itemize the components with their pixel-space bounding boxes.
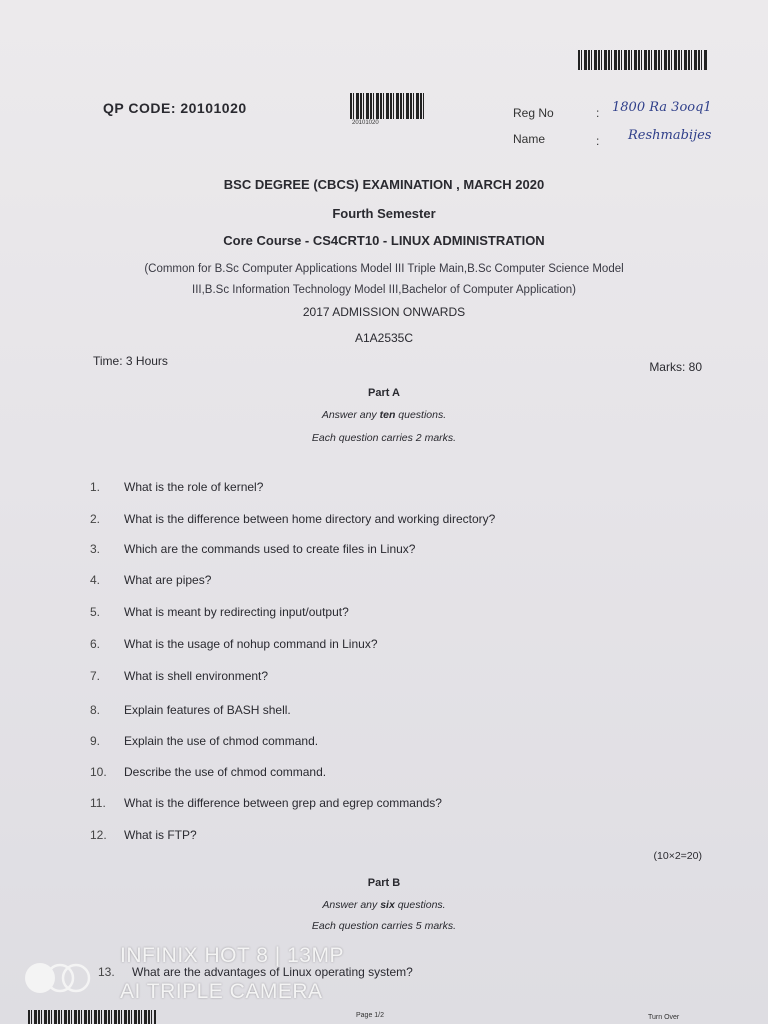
part-a-heading: Part A <box>368 387 400 399</box>
question-number: 1. <box>90 480 101 494</box>
question-number: 5. <box>90 605 101 619</box>
common-line-2: III,B.Sc Information Technology Model III,Bachelor of Computer Application) <box>192 284 576 296</box>
part-a-instr-post: questions. <box>395 409 447 421</box>
barcode-number: 20101020 <box>352 120 379 126</box>
time-allowed: Time: 3 Hours <box>93 354 168 368</box>
camera-logo-icon <box>22 960 102 996</box>
max-marks: Marks: 80 <box>649 360 702 374</box>
semester: Fourth Semester <box>332 206 436 221</box>
part-b-marks-line: Each question carries 5 marks. <box>311 920 457 932</box>
camera-watermark-line1: INFINIX HOT 8 | 13MP <box>120 944 344 967</box>
question <box>90 796 442 810</box>
question <box>90 765 326 779</box>
name-colon: : <box>596 134 600 148</box>
camera-watermark-line2: AI TRIPLE CAMERA <box>120 980 323 1003</box>
question-number: 9. <box>90 734 101 748</box>
question-text: Explain the use of chmod command. <box>124 734 319 748</box>
question-text: What are pipes? <box>124 573 212 587</box>
question <box>90 605 349 619</box>
name-value: Reshmabijes <box>628 128 712 143</box>
part-b-instruction <box>0 899 768 911</box>
question-text: What is the difference between grep and egrep commands? <box>124 796 442 810</box>
question-number: 6. <box>90 637 101 651</box>
top-barcode <box>578 50 708 70</box>
course-title: Core Course - CS4CRT10 - LINUX ADMINISTRATION <box>223 233 545 248</box>
exam-title: BSC DEGREE (CBCS) EXAMINATION , MARCH 2020 <box>223 177 545 192</box>
question-number: 4. <box>90 573 101 587</box>
question <box>90 734 318 748</box>
common-for <box>0 259 768 301</box>
question <box>90 480 263 494</box>
question-number: 13. <box>98 965 115 979</box>
question <box>90 637 378 651</box>
reg-no-value: 1800 Ra 3ooq1 <box>612 100 712 115</box>
question-number: 10. <box>90 765 107 779</box>
part-a-instruction <box>0 409 768 421</box>
qp-barcode <box>350 93 424 119</box>
question-text: What is meant by redirecting input/output? <box>124 605 349 619</box>
question <box>90 828 197 842</box>
part-a-score: (10×2=20) <box>653 850 702 862</box>
part-b-instr-pre: Answer any <box>322 899 381 911</box>
qp-code: QP CODE: 20101020 <box>103 100 247 116</box>
paper-code: A1A2535C <box>354 331 414 345</box>
part-b-instr-count: six <box>380 899 395 911</box>
question-number: 7. <box>90 669 101 683</box>
question-text: What are the advantages of Linux operating system? <box>132 965 413 979</box>
question-number: 12. <box>90 828 107 842</box>
question <box>90 573 211 587</box>
question-text: What is FTP? <box>124 828 197 842</box>
bottom-barcode <box>28 1010 156 1024</box>
question-text: What is the role of kernel? <box>124 480 264 494</box>
question-text: What is shell environment? <box>124 669 269 683</box>
question-text: What is the usage of nohup command in Linux? <box>124 637 378 651</box>
question-number: 2. <box>90 512 101 526</box>
page-number: Page 1/2 <box>356 1012 385 1019</box>
question <box>90 512 495 526</box>
reg-no-label: Reg No <box>513 106 554 120</box>
question <box>90 542 415 556</box>
question-number: 8. <box>90 703 101 717</box>
question-text: Explain features of BASH shell. <box>124 703 291 717</box>
question-text: What is the difference between home directory and working directory? <box>124 512 496 526</box>
part-b-heading: Part B <box>367 877 401 889</box>
name-label: Name <box>513 132 546 146</box>
common-line-1: (Common for B.Sc Computer Applications Model III Triple Main,B.Sc Computer Science Model <box>144 263 624 275</box>
question-number: 3. <box>90 542 101 556</box>
question <box>90 703 291 717</box>
question-text: Which are the commands used to create files in Linux? <box>124 542 416 556</box>
part-a-instr-count: ten <box>379 409 396 421</box>
reg-no-colon: : <box>596 106 600 120</box>
part-a-instr-pre: Answer any <box>321 409 380 421</box>
admission-line: 2017 ADMISSION ONWARDS <box>302 305 466 319</box>
part-b-instr-post: questions. <box>394 899 446 911</box>
part-a-marks-line: Each question carries 2 marks. <box>311 432 457 444</box>
question-number: 11. <box>90 796 106 810</box>
turn-over: Turn Over <box>648 1014 680 1021</box>
question-text: Describe the use of chmod command. <box>124 765 327 779</box>
question <box>90 669 268 683</box>
